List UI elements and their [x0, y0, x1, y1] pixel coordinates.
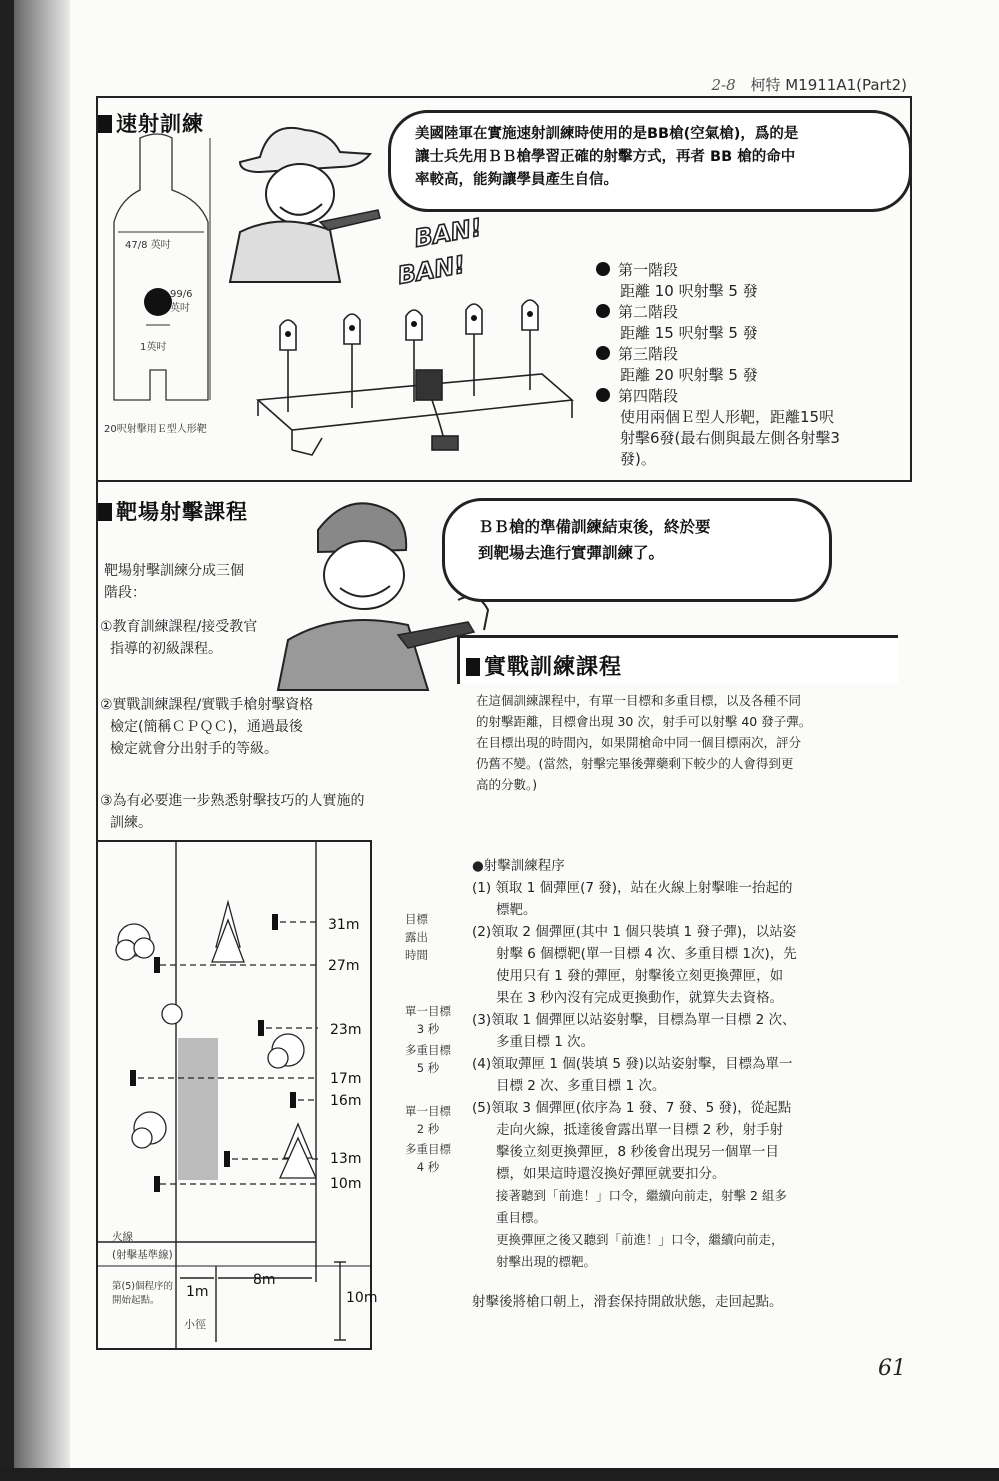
range-intro-line-2: 階段： — [104, 585, 146, 601]
side-label-appear-2: 露出 — [405, 930, 428, 944]
rapid-heading-text: 速射訓練 — [116, 112, 204, 136]
target-circle-label: 99/6 英吋 — [170, 289, 193, 314]
step-3-line-2: 多重目標 1 次。 — [496, 1034, 595, 1050]
target-width-label: 47/8 英吋 — [125, 240, 171, 251]
step-2-line-1: (2)領取 2 個彈匣(其中 1 個只裝填 1 發子彈)，以站姿 — [472, 924, 797, 940]
stage-3 — [596, 344, 758, 386]
path-label: 小徑 — [184, 1318, 206, 1331]
stage-4-line-2: 射擊6發(最右側與最左側各射擊3 — [620, 429, 840, 447]
bullet-icon — [596, 262, 610, 276]
combat-line-1: 在這個訓練課程中，有單一目標和多重目標，以及各種不同 — [476, 693, 802, 708]
side-label-multi-1-name: 多重目標 — [405, 1043, 451, 1057]
rapid-bubble-text — [415, 123, 895, 192]
stage-2-title: 第二階段 — [618, 303, 679, 321]
distance-27m: 27m — [328, 958, 360, 974]
range-heading-text: 靶場射擊課程 — [116, 500, 248, 524]
combat-line-4: 仍舊不變。(當然，射擊完畢後彈藥剩下較少的人會得到更 — [476, 756, 794, 771]
range-item-1-line-2: 指導的初級課程。 — [110, 641, 222, 657]
distance-13m: 13m — [330, 1151, 362, 1167]
scan-bottom-edge — [0, 1468, 999, 1481]
step-4-line-1: (4)領取彈匣 1 個(裝填 5 發)以站姿射擊，目標為單一 — [472, 1056, 793, 1072]
side-label-multi-2 — [405, 1140, 451, 1176]
bullet-icon — [596, 304, 610, 318]
bb-target-stand-drawing — [252, 300, 582, 470]
fire-line-label — [112, 1228, 173, 1264]
target-caption: 20呎射擊用Ｅ型人形靶 — [104, 424, 207, 435]
stage-1 — [596, 260, 758, 302]
header-rule — [96, 96, 912, 98]
step-2-line-3: 使用只有 1 發的彈匣，射擊後立刻更換彈匣，如 — [496, 968, 784, 984]
stage-4-line-3: 發)。 — [620, 450, 656, 468]
step-5-line-6: 重目標。 — [496, 1210, 547, 1225]
combat-heading — [466, 650, 622, 681]
side-label-single-2-time: 2 秒 — [416, 1122, 440, 1136]
combat-line-5: 高的分數。) — [476, 777, 538, 792]
target-inch-label: 1英吋 — [140, 342, 167, 353]
rapid-bubble-line-2: 讓士兵先用ＢＢ槍學習正確的射擊方式，再者 BB 槍的命中 — [415, 149, 796, 165]
side-label-appear — [405, 910, 428, 964]
cowboy-illustration — [220, 112, 390, 287]
range-intro — [104, 560, 274, 604]
side-label-single-1-name: 單一目標 — [405, 1004, 451, 1018]
stage-1-line-1: 距離 10 呎射擊 5 發 — [620, 282, 758, 300]
step-5-line-3: 擊後立刻更換彈匣，8 秒後會出現另一個單一目 — [496, 1144, 779, 1160]
range-item-2-line-3: 檢定就會分出射手的等級。 — [110, 741, 278, 757]
combat-line-3: 在目標出現的時間內，如果開槍命中同一個目標兩次，評分 — [476, 735, 802, 750]
start-note — [112, 1280, 173, 1308]
stage-3-title: 第三階段 — [618, 345, 679, 363]
distance-31m: 31m — [328, 917, 360, 933]
side-label-single-1 — [405, 1002, 451, 1038]
running-header — [712, 74, 908, 95]
heading-square-icon — [466, 658, 480, 676]
sfx-ban-1: BAN! — [412, 213, 484, 253]
distance-10m: 10m — [330, 1176, 362, 1192]
range-item-3-line-2: 訓練。 — [110, 815, 152, 831]
step-4-line-2: 目標 2 次、多重目標 1 次。 — [496, 1078, 666, 1094]
header-title: 柯特 M1911A1(Part2) — [750, 76, 907, 94]
sfx-ban-2: BAN! — [395, 250, 468, 290]
fire-line-label-1: 火線 — [112, 1231, 133, 1243]
start-note-2: 開始起點。 — [112, 1295, 160, 1306]
diagram-right-rule — [370, 840, 372, 1350]
measure-1m: 1m — [186, 1284, 209, 1300]
step-5-line-1: (5)領取 3 個彈匣(依序為 1 發、7 發、5 發)，從起點 — [472, 1100, 792, 1116]
page-number: 61 — [878, 1356, 906, 1381]
bullet-icon — [596, 388, 610, 402]
side-label-single-2 — [405, 1102, 451, 1138]
e-type-target-drawing — [100, 130, 220, 430]
step-2-line-4: 果在 3 秒內沒有完成更換動作，就算失去資格。 — [496, 990, 784, 1006]
step-1-line-2: 標靶。 — [496, 902, 537, 918]
stage-1-title: 第一階段 — [618, 261, 679, 279]
side-label-multi-1-time: 5 秒 — [416, 1061, 440, 1075]
step-3-line-1: (3)領取 1 個彈匣以站姿射擊，目標為單一目標 2 次、 — [472, 1012, 796, 1028]
side-label-single-1-time: 3 秒 — [416, 1022, 440, 1036]
side-label-single-2-name: 單一目標 — [405, 1104, 451, 1118]
range-item-2 — [100, 694, 360, 760]
distance-17m: 17m — [330, 1071, 362, 1087]
procedure-final: 射擊後將槍口朝上，滑套保持開啟狀態，走回起點。 — [472, 1294, 783, 1310]
distance-23m: 23m — [330, 1022, 362, 1038]
rapid-bubble-line-1: 美國陸軍在實施速射訓練時使用的是BB槍(空氣槍)，爲的是 — [415, 126, 799, 142]
step-5-line-5: 接著聽到「前進！」口令，繼續向前走，射擊 2 組多 — [496, 1188, 787, 1203]
step-1-line-1: (1) 領取 1 個彈匣(7 發)，站在火線上射擊唯一抬起的 — [472, 880, 793, 896]
side-label-appear-3: 時間 — [405, 948, 428, 962]
stage-2-line-1: 距離 15 呎射擊 5 發 — [620, 324, 758, 342]
heading-square-icon — [98, 503, 112, 521]
stage-4-title: 第四階段 — [618, 387, 679, 405]
range-bubble-line-1: ＢＢ槍的準備訓練結束後，終於要 — [478, 518, 711, 536]
stage-4 — [596, 386, 906, 470]
step-5-line-4: 標，如果這時還沒換好彈匣就要扣分。 — [496, 1166, 726, 1182]
stage-3-line-1: 距離 20 呎射擊 5 發 — [620, 366, 758, 384]
range-bubble-text — [478, 514, 818, 566]
stage-2 — [596, 302, 758, 344]
procedure-section — [472, 855, 872, 1313]
measure-8m: 8m — [253, 1272, 276, 1288]
range-item-2-line-1: ②實戰訓練課程/實戰手槍射擊資格 — [100, 697, 314, 713]
range-item-3 — [100, 790, 420, 834]
range-item-1 — [100, 616, 300, 660]
range-heading — [98, 496, 248, 526]
procedure-title: ●射擊訓練程序 — [472, 858, 565, 874]
bullet-icon — [596, 346, 610, 360]
side-label-multi-1 — [405, 1041, 451, 1077]
range-item-2-line-2: 檢定(簡稱ＣＰＱＣ)，通過最後 — [110, 719, 303, 735]
range-item-3-line-1: ③為有必要進一步熟悉射擊技巧的人實施的 — [100, 793, 365, 809]
stage-4-line-1: 使用兩個Ｅ型人形靶，距離15呎 — [620, 408, 835, 426]
diagram-bottom-rule — [96, 1348, 370, 1350]
range-bubble-line-2: 到靶場去進行實彈訓練了。 — [478, 544, 665, 562]
header-section: 2-8 — [711, 76, 736, 94]
side-label-multi-2-name: 多重目標 — [405, 1142, 451, 1156]
combat-line-2: 的射擊距離，目標會出現 30 次，射手可以射擊 40 發子彈。 — [476, 714, 812, 729]
step-5-line-2: 走向火線，抵達後會露出單一目標 2 秒，射手射 — [496, 1122, 784, 1138]
step-5-line-7: 更換彈匣之後又聽到「前進！」口令，繼續向前走， — [496, 1232, 784, 1247]
rapid-bubble-line-3: 率較高，能夠讓學員產生自信。 — [415, 172, 618, 188]
range-intro-line-1: 靶場射擊訓練分成三個 — [104, 563, 244, 579]
step-5-line-8: 射擊出現的標靶。 — [496, 1254, 597, 1269]
fire-line-label-2: (射擊基準線) — [112, 1249, 173, 1261]
range-item-1-line-1: ①教育訓練課程/接受教官 — [100, 619, 258, 635]
side-label-appear-1: 目標 — [405, 912, 428, 926]
distance-16m: 16m — [330, 1093, 362, 1109]
combat-text — [476, 690, 896, 795]
combat-heading-text: 實戰訓練課程 — [484, 655, 623, 680]
measure-10m: 10m — [346, 1290, 378, 1306]
section-divider — [96, 480, 912, 482]
step-2-line-2: 射擊 6 個標靶(單一目標 4 次、多重目標 1次)，先 — [496, 946, 797, 962]
start-note-1: 第(5)個程序的 — [112, 1281, 173, 1292]
side-label-multi-2-time: 4 秒 — [416, 1160, 440, 1174]
sfx-ban — [384, 212, 524, 292]
